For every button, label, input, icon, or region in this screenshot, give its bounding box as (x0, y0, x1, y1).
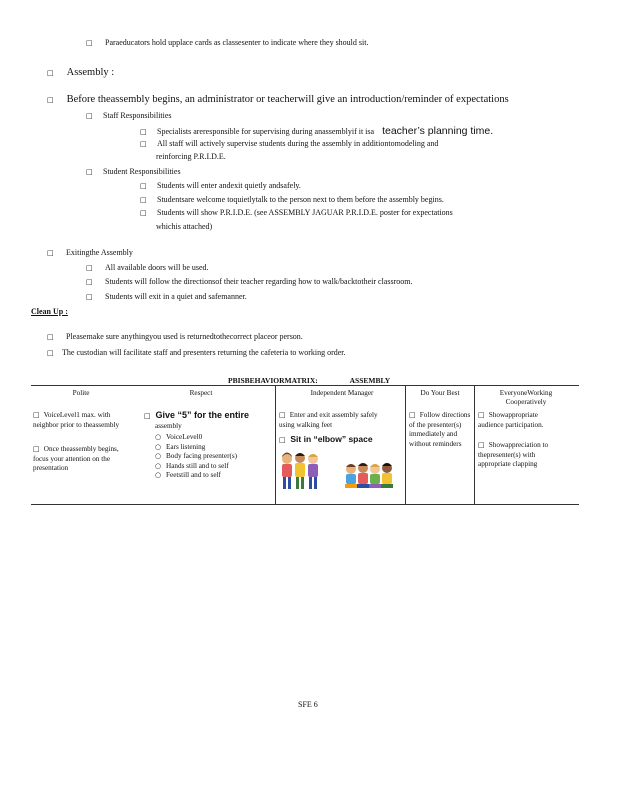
respect-item: ○ Ears listening (155, 442, 206, 451)
header-independent-manager: Independent Manager (310, 389, 374, 397)
square-bullet-icon: □ (33, 411, 40, 419)
square-bullet-icon: □ (478, 441, 485, 449)
square-bullet-icon: □ (279, 411, 286, 419)
square-bullet-icon: □ (144, 412, 151, 420)
behavior-matrix (31, 385, 579, 505)
exiting-item: □ Students will follow the directionsof their teacher regarding how to walk/backtotheir classroom. (86, 277, 413, 286)
independent-item: □ Sit in “elbow” space (279, 434, 373, 444)
polite-item: □ VoiceLevel1 max. with neighbor prior to theassembly (33, 411, 120, 429)
header-do-your-best: Do Your Best (420, 389, 460, 397)
staff-responsibilities-label: □ Staff Responsibilities (86, 111, 172, 120)
circle-bullet-icon: ○ (155, 442, 162, 451)
cooperatively-item: □ Showappreciation to thepresenter(s) with appropriate clapping (478, 441, 549, 469)
student-item: □ Students will enter andexit quietly andsafely. (140, 181, 301, 190)
square-bullet-icon: □ (33, 445, 40, 453)
respect-item: ○ Feetstill and to self (155, 471, 221, 480)
header-polite: Polite (72, 389, 90, 397)
page-footer: SFE 6 (298, 700, 318, 709)
respect-list (155, 433, 273, 481)
square-bullet-icon: □ (86, 264, 93, 272)
square-bullet-icon: □ (140, 196, 147, 204)
matrix-divider (474, 385, 475, 504)
before-assembly-line: □ Before theassembly begins, an administrator or teacherwill give an introduction/reminder of expectations (47, 94, 509, 105)
square-bullet-icon: □ (140, 140, 147, 148)
respect-item: ○ Body facing presenter(s) (155, 452, 238, 461)
circle-bullet-icon: ○ (155, 471, 162, 480)
square-bullet-icon: □ (86, 293, 93, 301)
paraeducators-line: □ Paraeducators hold upplace cards as classesenter to indicate where they should sit. (86, 38, 369, 47)
matrix-title: PBISBEHAVIORMATRIX: ASSEMBLY (228, 376, 391, 385)
exiting-item: □ All available doors will be used. (86, 263, 209, 272)
circle-bullet-icon: ○ (155, 433, 162, 441)
square-bullet-icon: □ (47, 69, 54, 77)
square-bullet-icon: □ (47, 96, 54, 104)
square-bullet-icon: □ (86, 39, 93, 47)
respect-column (144, 385, 272, 503)
square-bullet-icon: □ (86, 112, 93, 120)
square-bullet-icon: □ (47, 249, 54, 257)
matrix-divider (275, 385, 276, 504)
exiting-item: □ Students will exit in a quiet and safemanner. (86, 292, 247, 301)
independent-column (279, 385, 403, 503)
kid-group-left-icon (282, 453, 318, 490)
kid-group-right-icon (345, 463, 393, 488)
square-bullet-icon: □ (279, 436, 286, 444)
staff-item: □ All staff will actively supervise students during the assembly in additiontomodeling and (140, 139, 439, 148)
circle-bullet-icon: ○ (155, 452, 162, 461)
square-bullet-icon: □ (409, 411, 416, 419)
square-bullet-icon: □ (478, 411, 485, 419)
respect-intro-cont: assembly (155, 422, 182, 430)
square-bullet-icon: □ (140, 209, 147, 217)
circle-bullet-icon: ○ (155, 461, 162, 470)
cleanup-item: □ Pleasemake sure anythingyou used is returnedtothecorrect placeor person. (47, 332, 303, 341)
student-item-continuation: whichis attached) (156, 222, 213, 231)
square-bullet-icon: □ (86, 168, 93, 176)
cleanup-heading: Clean Up : (31, 307, 68, 316)
staff-item: □ Specialists areresponsible for supervising during anassemblyif it isa teacher’s planning time. (140, 125, 494, 137)
square-bullet-icon: □ (47, 349, 54, 357)
header-cooperatively: EveryoneWorking Cooperatively (499, 389, 553, 406)
square-bullet-icon: □ (47, 333, 54, 341)
square-bullet-icon: □ (140, 182, 147, 190)
respect-intro: □ Give “5” for the entire (144, 410, 250, 420)
best-item: □ Follow directions of the presenter(s) immediately and without reminders (409, 411, 471, 448)
independent-item: □ Enter and exit assembly safely using walking feet (279, 411, 378, 429)
exiting-label: □ Exitingthe Assembly (47, 248, 133, 257)
square-bullet-icon: □ (86, 278, 93, 286)
assembly-heading: □ Assembly : (47, 67, 115, 78)
student-responsibilities-label: □ Student Responsibilities (86, 167, 181, 176)
square-bullet-icon: □ (140, 128, 147, 136)
respect-item: ○ VoiceLevel0 (155, 433, 203, 441)
polite-item: □ Once theassembly begins, focus your attention on the presentation (33, 445, 119, 473)
header-respect: Respect (189, 389, 213, 397)
student-item: □ Studentsare welcome toquietlytalk to the person next to them before the assembly begins. (140, 195, 444, 204)
cleanup-item: □ The custodian will facilitate staff and presenters returning the cafeteria to working order. (47, 348, 346, 357)
cooperatively-item: □ Showappropriate audience participation. (478, 411, 544, 429)
staff-item-continuation: reinforcing P.R.I.D.E. (156, 152, 226, 161)
students-sitting-illustration (279, 451, 403, 497)
student-item: □ Students will show P.R.I.D.E. (see ASSEMBLY JAGUAR P.R.I.D.E. poster for expectations (140, 208, 453, 217)
best-column (409, 385, 471, 503)
matrix-bottom-rule (31, 504, 579, 505)
cooperatively-column (478, 385, 576, 503)
matrix-divider (405, 385, 406, 504)
polite-column (33, 385, 123, 503)
respect-item: ○ Hands still and to self (155, 461, 229, 470)
